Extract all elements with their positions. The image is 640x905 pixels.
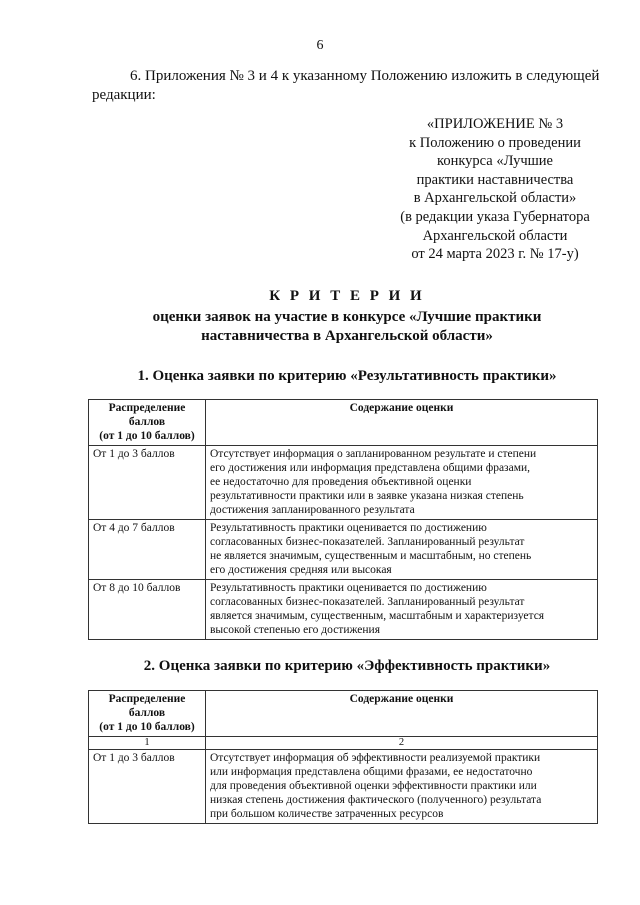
content-line: или информация представлена общими фразами, ее недостаточно (210, 766, 533, 778)
table-row (89, 520, 598, 580)
content-cell (206, 520, 598, 580)
content-line: высокой степенью его достижения (210, 624, 380, 636)
section-1-heading: 1. Оценка заявки по критерию «Результативность практики» (137, 368, 557, 384)
score-range-cell: От 4 до 7 баллов (89, 520, 206, 580)
title-main: К Р И Т Е Р И И (269, 288, 425, 304)
header-text: (от 1 до 10 баллов) (99, 721, 195, 733)
table-row (89, 750, 598, 824)
table-header-row (89, 400, 598, 446)
score-range-cell: От 8 до 10 баллов (89, 580, 206, 640)
content-line: Результативность практики оценивается по достижению (210, 582, 487, 594)
column-number-row (89, 737, 598, 750)
score-range-cell: От 1 до 3 баллов (89, 446, 206, 520)
intro-line-1: 6. Приложения № 3 и 4 к указанному Положению изложить в следующей (130, 68, 600, 84)
content-line: Отсутствует информация о запланированном результате и степени (210, 448, 537, 460)
column-number: 2 (206, 737, 598, 750)
appendix-line: практики наставничества (416, 171, 574, 188)
content-line: Результативность практики оценивается по достижению (210, 522, 487, 534)
content-line: его достижения средняя или высокая (210, 564, 392, 576)
content-line: не является значимым, существенным и масштабным, но степень (210, 550, 532, 562)
header-score-range (89, 691, 206, 737)
content-line: результативности практики или в заявке указана низкая степень (210, 490, 524, 502)
content-line: согласованных бизнес-показателей. Запланированный результат (210, 596, 525, 608)
header-text: баллов (128, 707, 166, 719)
table-header-row (89, 691, 598, 737)
content-line: низкая степень достижения фактического (полученного) результата (210, 794, 542, 806)
header-content: Содержание оценки (206, 691, 598, 737)
content-cell (206, 446, 598, 520)
score-range-cell: От 1 до 3 баллов (89, 750, 206, 824)
appendix-line: к Положению о проведении (409, 134, 581, 151)
page-number: 6 (316, 38, 324, 53)
header-content: Содержание оценки (206, 400, 598, 446)
appendix-line: «ПРИЛОЖЕНИЕ № 3 (426, 116, 564, 132)
content-line: для проведения объективной оценки эффективности практики или (210, 780, 537, 792)
title-line-2: оценки заявок на участие в конкурсе «Лучшие практики (152, 309, 542, 325)
header-text: Распределение (108, 402, 186, 414)
criteria-table-2 (88, 690, 598, 824)
intro-paragraph (92, 67, 602, 105)
header-score-range (89, 400, 206, 446)
content-line: согласованных бизнес-показателей. Запланированный результат (210, 536, 525, 548)
appendix-line: конкурса «Лучшие (437, 153, 553, 170)
title-line-3: наставничества в Архангельской области» (201, 328, 493, 344)
header-text: баллов (128, 416, 166, 428)
content-cell (206, 580, 598, 640)
appendix-line: в Архангельской области» (413, 190, 577, 207)
table-row (89, 446, 598, 520)
content-line: при большом количестве затраченных ресурсов (210, 808, 444, 820)
table-row (89, 580, 598, 640)
appendix-line: (в редакции указа Губернатора (400, 208, 590, 225)
criteria-table-1 (88, 399, 598, 640)
section-2-heading: 2. Оценка заявки по критерию «Эффективность практики» (143, 658, 551, 674)
content-cell (206, 750, 598, 824)
column-number: 1 (89, 737, 206, 750)
header-text: Распределение (108, 693, 186, 705)
appendix-note (370, 115, 620, 264)
appendix-line: от 24 марта 2023 г. № 17-у) (411, 246, 579, 263)
header-text: (от 1 до 10 баллов) (99, 430, 195, 442)
content-line: его достижения или информация представлена общими фразами, (210, 462, 531, 474)
document-title (92, 287, 602, 346)
content-line: ее недостаточно для проведения объективной оценки (210, 476, 472, 488)
content-line: является значимым, существенным, масштабным и характеризуется (210, 610, 545, 622)
intro-line-2: редакции: (92, 87, 156, 103)
appendix-line: Архангельской области (422, 227, 568, 244)
content-line: Отсутствует информация об эффективности реализуемой практики (210, 752, 541, 764)
content-line: достижения запланированного результата (210, 504, 415, 516)
